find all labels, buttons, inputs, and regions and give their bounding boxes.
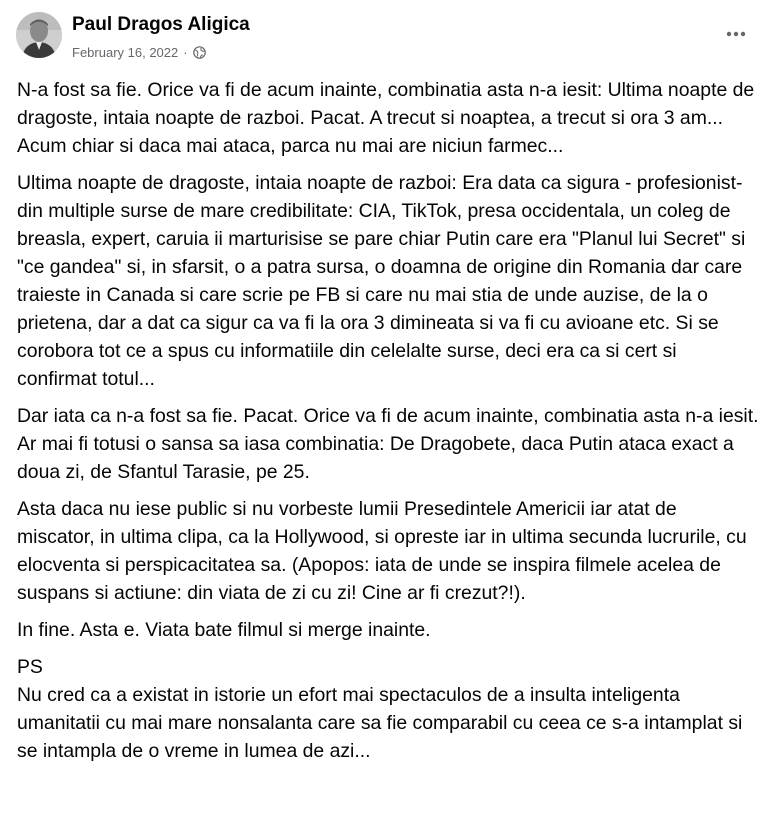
post-paragraph: N-a fost sa fie. Orice va fi de acum inainte, combinatia asta n-a iesit: Ultima noapte de dragoste, intaia noapte de razboi. Pacat. A trecut si noaptea, a trecut si ora 3 am... Acum chiar si daca mai ataca, parca nu mai are niciun farmec... (17, 79, 755, 157)
more-options-icon (726, 31, 746, 37)
ps-text: Nu cred ca a existat in istorie un efort mai spectaculos de a insulta inteligenta umanitatii cu mai mare nonsalanta care sa fie comparabil cu ceea ce s-a intamplat si se intampla de o vreme in lumea de azi... (17, 684, 743, 762)
post-paragraph: In fine. Asta e. Viata bate filmul si merge inainte. (17, 619, 431, 641)
meta-separator: · (183, 45, 188, 60)
avatar[interactable] (16, 12, 62, 58)
post-meta (72, 45, 206, 60)
post-body (17, 76, 759, 774)
post-paragraph: Asta daca nu iese public si nu vorbeste lumii Presedintele Americii iar atat de miscator, in ultima clipa, ca la Hollywood, si opreste iar in ultima secunda lucrurile, cu elocventa si perspicacitatea sa. (Apopos: iata de unde se inspira filmele acelea de suspans si actiune: din viata de zi cu zi! Cine ar fi crezut?!). (17, 498, 747, 604)
ps-label: PS (17, 656, 43, 678)
globe-icon[interactable] (193, 46, 206, 59)
post-paragraph: Dar iata ca n-a fost sa fie. Pacat. Orice va fi de acum inainte, combinatia asta n-a iesit. Ar mai fi totusi o sansa sa iasa combinatia: De Dragobete, daca Putin ataca exact a doua zi, de Sfantul Tarasie, pe 25. (17, 405, 759, 483)
post-paragraph: Ultima noapte de dragoste, intaia noapte de razboi: Era data ca sigura - profesionist- din multiple surse de mare credibilitate: CIA, TikTok, presa occidentala, un coleg de breasla, expert, caruia ii marturisise se pare chiar Putin care era "Planul lui Secret" si "ce gandea" si, in sfarsit, o a patra sursa, o doamna de origine din Romania dar care traieste in Canada si care scrie pe FB si care nu mai stia de unde auzise, de la o prietena, dar a dat ca sigur ca va fi la ora 3 dimineata si va fi cu avioane etc. Si se corobora tot ce a spus cu informatiile din celelalte surse, deci era ca si cert si confirmat totul... (17, 172, 746, 390)
more-options-button[interactable] (720, 20, 752, 48)
author-name[interactable]: Paul Dragos Aligica (72, 14, 250, 35)
post-date[interactable]: February 16, 2022 (72, 45, 179, 60)
post-header (16, 12, 752, 64)
